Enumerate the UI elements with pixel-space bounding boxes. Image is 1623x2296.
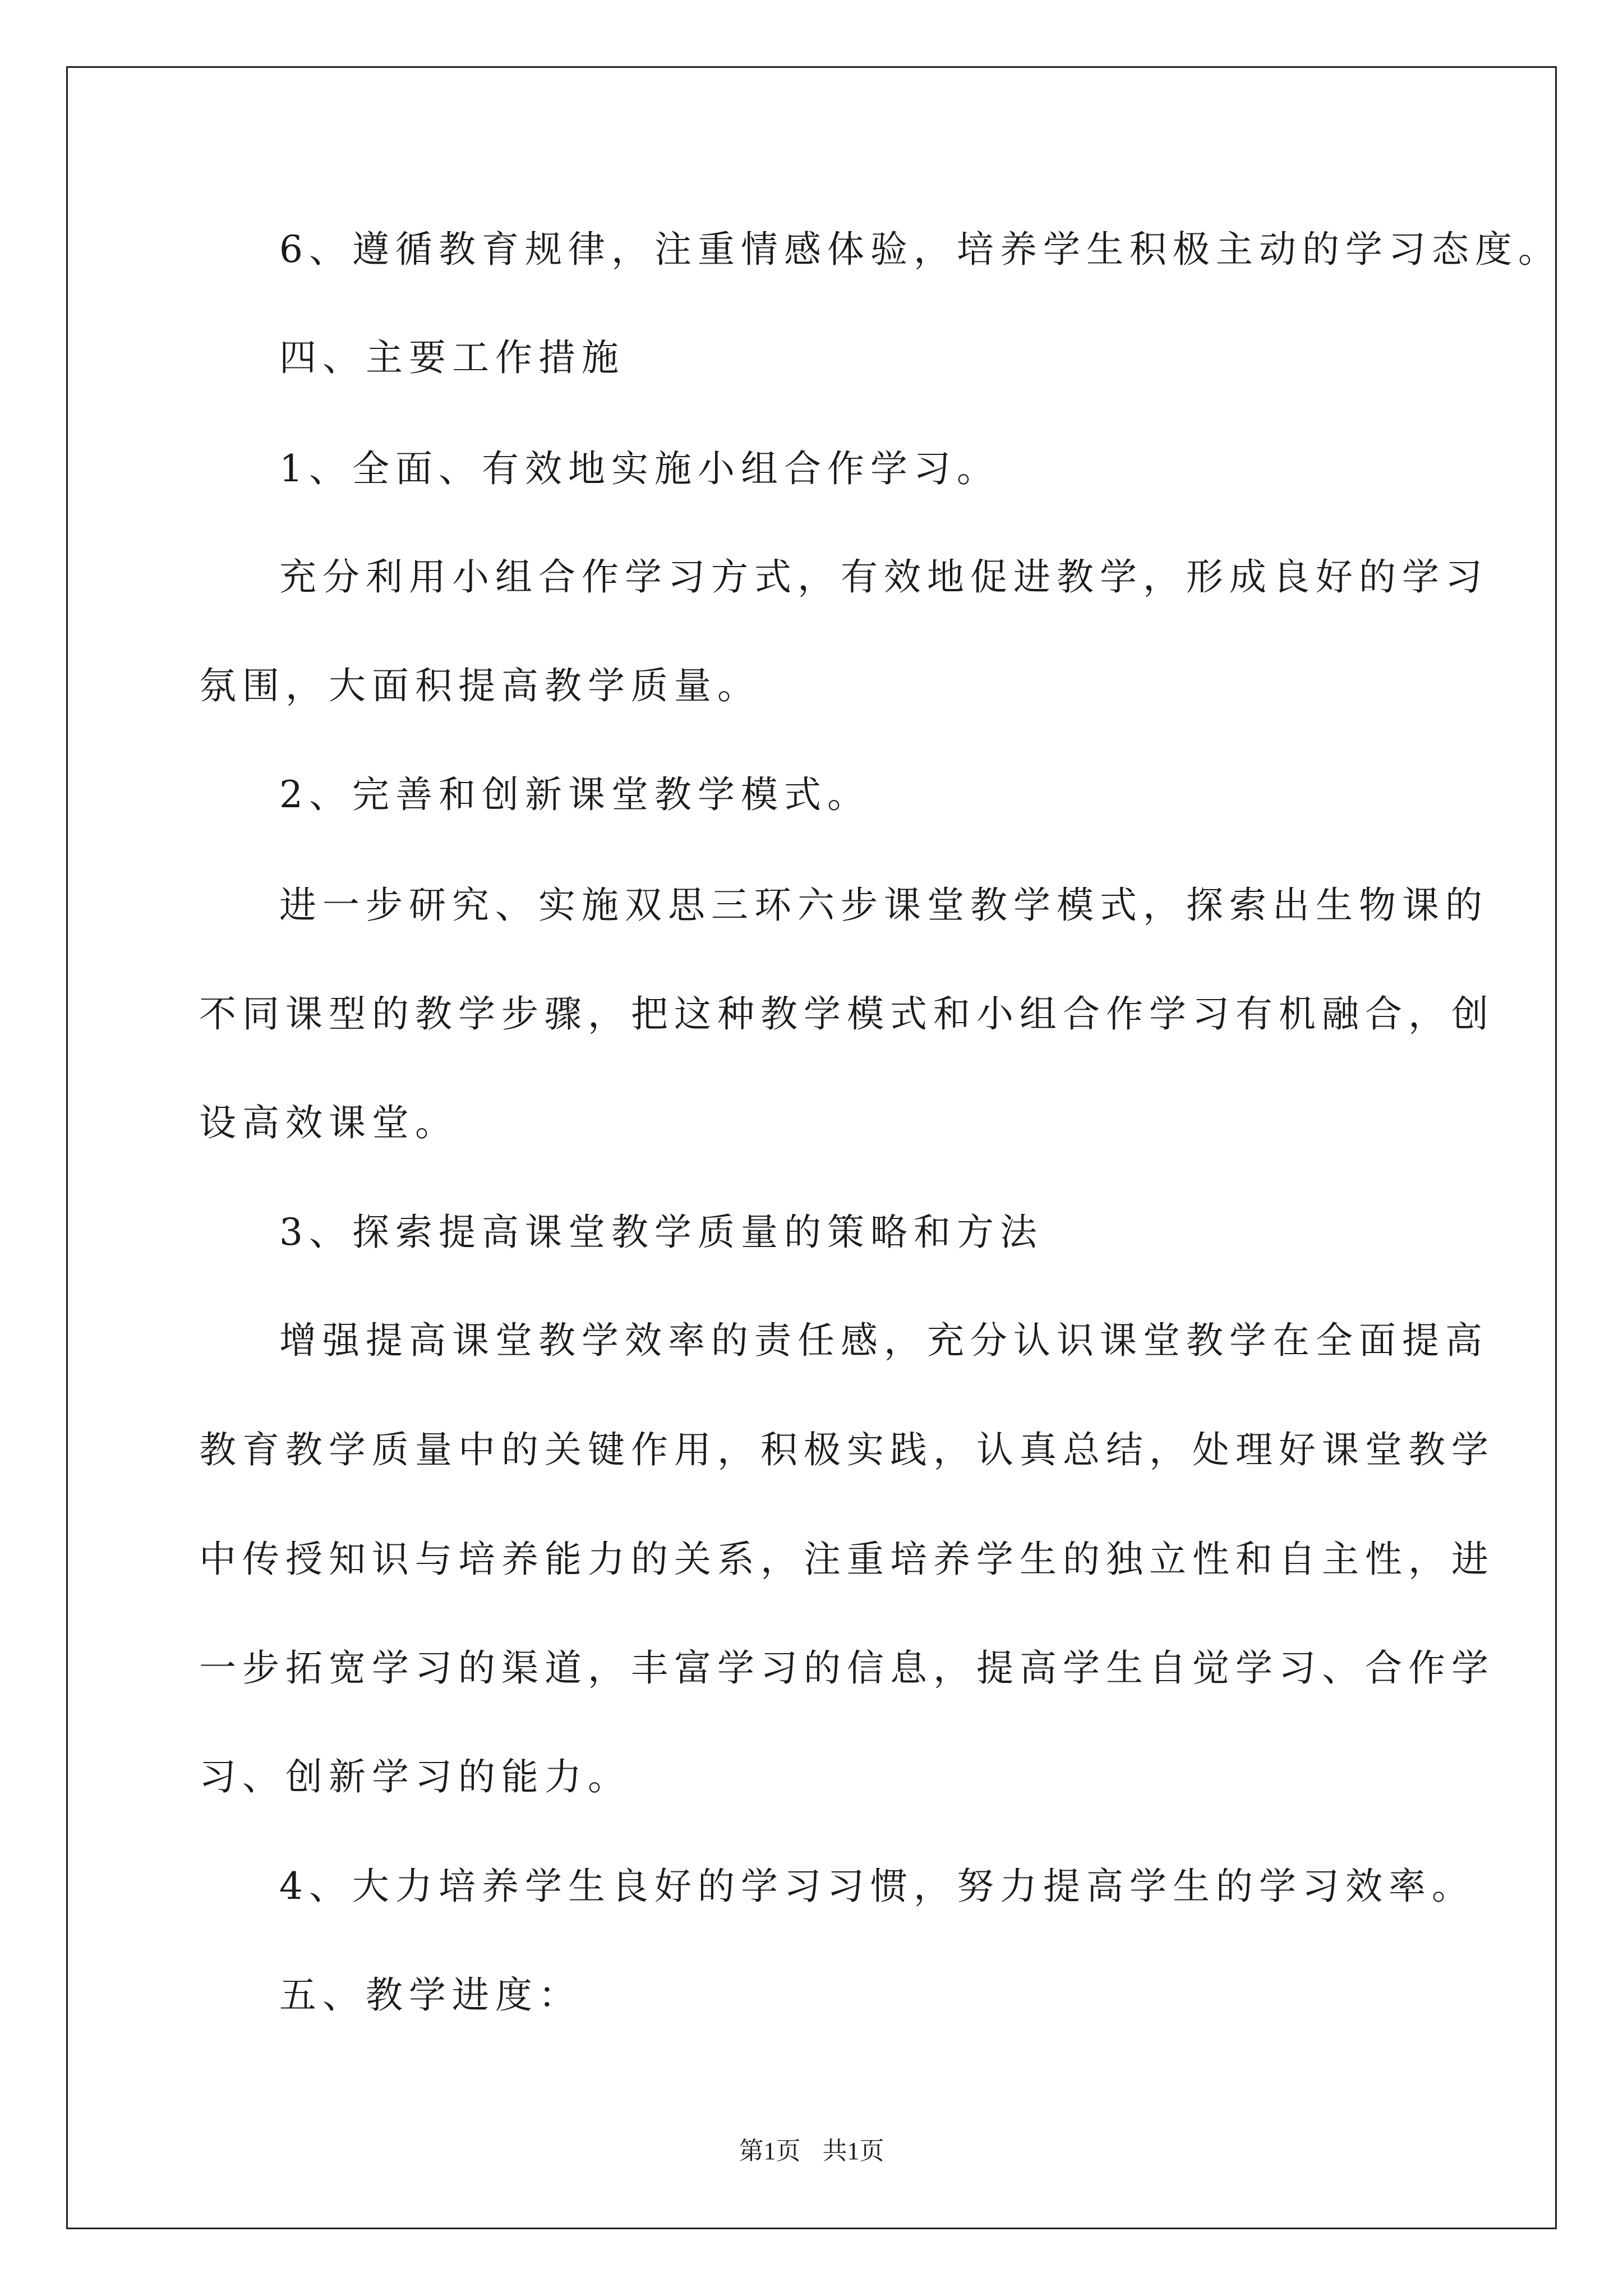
page-footer (0, 2131, 1623, 2166)
paragraph-line: 充分利用小组合作学习方式，有效地促进教学，形成良好的学习 (279, 555, 1488, 599)
section-heading: 五、教学进度： (279, 1973, 582, 2017)
item-heading: 3、探索提高课堂教学质量的策略和方法 (279, 1211, 1043, 1254)
paragraph-line: 一步拓宽学习的渠道，丰富学习的信息，提高学生自觉学习、合作学 (199, 1646, 1495, 1690)
paragraph-line: 6、遵循教育规律，注重情感体验，培养学生积极主动的学习态度。 (279, 228, 1561, 271)
section-heading: 四、主要工作措施 (279, 336, 625, 379)
page-number-total: 共1页 (822, 2137, 884, 2165)
paragraph-line: 设高效课堂。 (199, 1101, 458, 1144)
item-heading: 2、完善和创新课堂教学模式。 (279, 773, 870, 816)
paragraph-line: 不同课型的教学步骤，把这种教学模式和小组合作学习有机融合，创 (199, 992, 1495, 1036)
paragraph-line: 中传授知识与培养能力的关系，注重培养学生的独立性和自主性，进 (199, 1538, 1495, 1581)
item-heading: 1、全面、有效地实施小组合作学习。 (279, 447, 1000, 490)
paragraph-line: 习、创新学习的能力。 (199, 1755, 631, 1798)
paragraph-line: 增强提高课堂教学效率的责任感，充分认识课堂教学在全面提高 (279, 1319, 1488, 1362)
page-number-current: 第1页 (739, 2137, 801, 2165)
item-heading: 4、大力培养学生良好的学习习惯，努力提高学生的学习效率。 (279, 1865, 1475, 1908)
paragraph-line: 氛围，大面积提高教学质量。 (199, 664, 760, 707)
paragraph-line: 教育教学质量中的关键作用，积极实践，认真总结，处理好课堂教学 (199, 1428, 1495, 1471)
paragraph-line: 进一步研究、实施双思三环六步课堂教学模式，探索出生物课的 (279, 884, 1488, 927)
